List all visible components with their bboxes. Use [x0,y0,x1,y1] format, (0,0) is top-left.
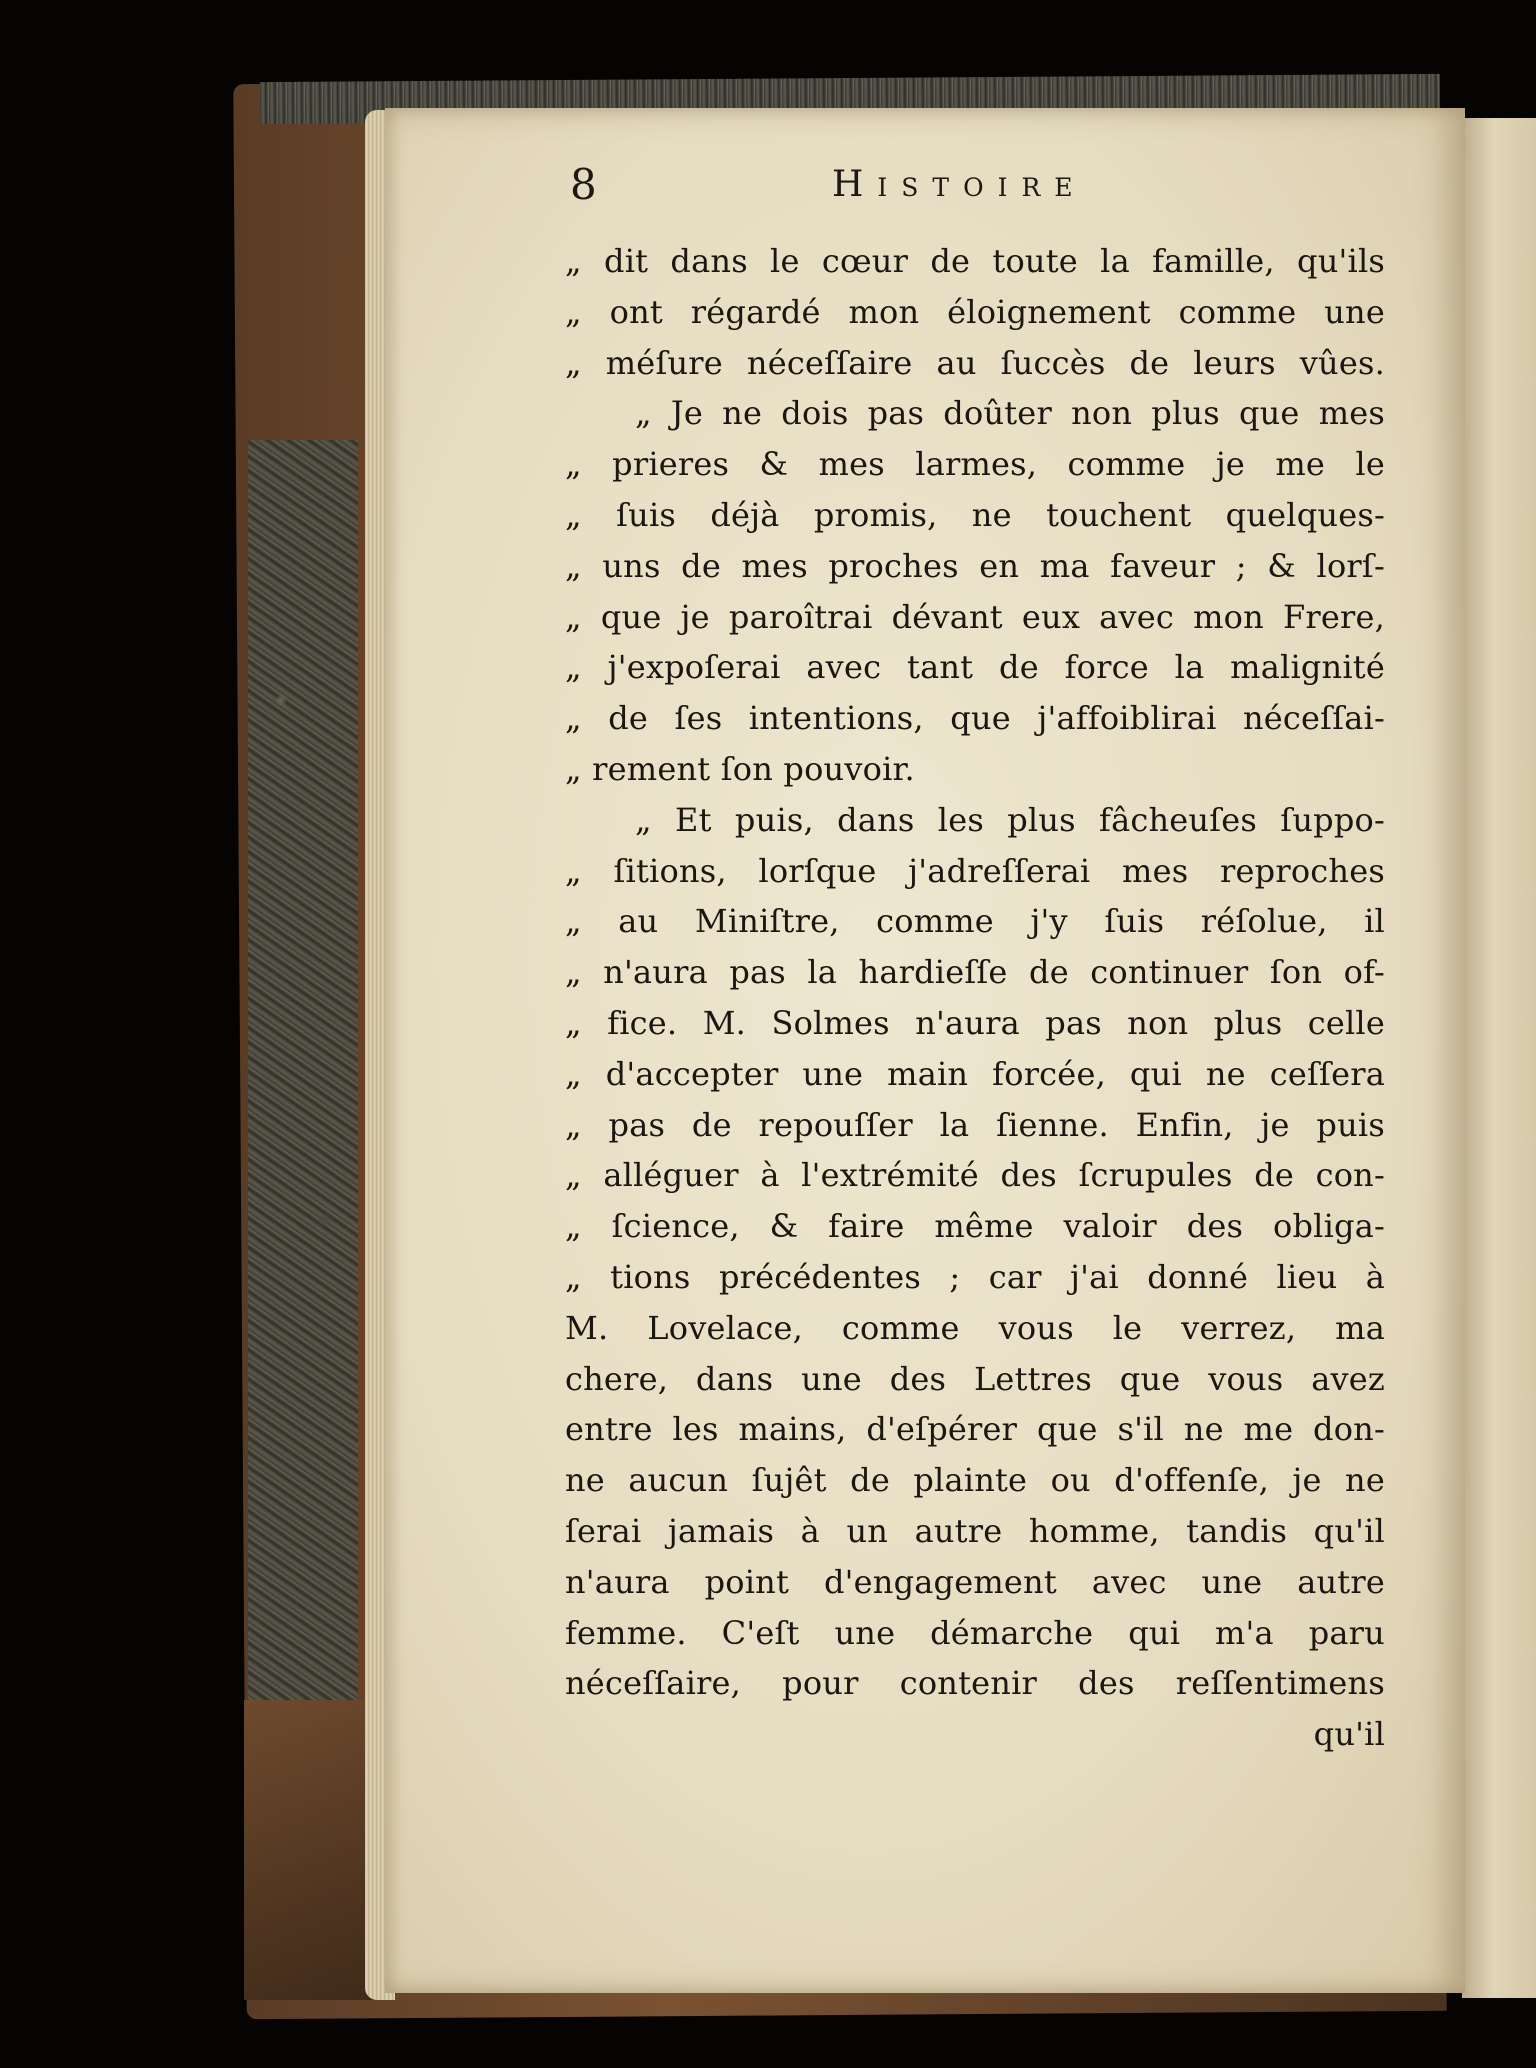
text-line: „ Je ne dois pas doûter non plus que mes [635,394,1385,433]
text-line: „ ſitions, lorſque j'adreſſerai mes reproches [565,851,1385,890]
text-line: „ j'expoſerai avec tant de force la malignité [565,648,1385,687]
text-line: „ au Miniſtre, comme j'y ſuis réſolue, il [565,902,1385,941]
text-line: ne aucun ſujêt de plainte ou d'offenſe, je ne [565,1461,1385,1500]
marbled-board [248,440,358,1740]
text-line: néceſſaire, pour contenir des reſſentimens [565,1664,1385,1703]
text-line: „ fice. M. Solmes n'aura pas non plus celle [565,1003,1385,1042]
text-line: n'aura point d'engagement avec une autre [565,1562,1385,1601]
text-line: „ n'aura pas la hardieſſe de continuer ſon of- [565,953,1385,992]
page-number: 8 [570,160,599,209]
text-line: „ que je paroîtrai dévant eux avec mon Frere, [565,597,1385,636]
facing-page-edge [1462,118,1536,1998]
text-line: femme. C'eſt une démarche qui m'a paru [565,1613,1385,1652]
text-line: entre les mains, d'eſpérer que s'il ne me don- [565,1410,1385,1449]
text-line: „ méſure néceſſaire au ſuccès de leurs vûes. [565,343,1385,382]
page-header [570,160,1130,210]
text-line: „ ſuis déjà promis, ne touchent quelques- [565,495,1385,534]
text-line: „ de ſes intentions, que j'affoiblirai néceſſai- [565,699,1385,738]
text-line: „ dit dans le cœur de toute la famille, qu'ils [565,242,1385,280]
text-line: chere, dans une des Lettres que vous avez [565,1359,1385,1398]
text-line: M. Lovelace, comme vous le verrez, ma [565,1308,1385,1347]
running-head: Histoire [832,164,1087,205]
text-line: „ tions précédentes ; car j'ai donné lieu à [565,1257,1385,1296]
text-line: „ alléguer à l'extrémité des ſcrupules de con- [565,1156,1385,1195]
text-line: „ ſcience, & faire même valoir des obliga- [565,1207,1385,1246]
text-line: „ Et puis, dans les plus fâcheuſes ſuppo- [635,800,1385,839]
text-line: „ rement ſon pouvoir. [565,749,915,788]
text-line: „ uns de mes proches en ma faveur ; & lorſ- [565,546,1385,585]
body-text [565,236,1385,1760]
text-line: „ prieres & mes larmes, comme je me le [565,445,1385,484]
text-line: ſerai jamais à un autre homme, tandis qu'il [565,1511,1385,1550]
text-line: „ pas de repouſſer la ſienne. Enfin, je puis [565,1105,1385,1144]
text-line: „ ont régardé mon éloignement comme une [565,292,1385,331]
text-line: „ d'accepter une main forcée, qui ne ceſſera [565,1054,1385,1093]
leather-corner [244,1700,374,2000]
catchword: qu'il [1313,1715,1385,1754]
